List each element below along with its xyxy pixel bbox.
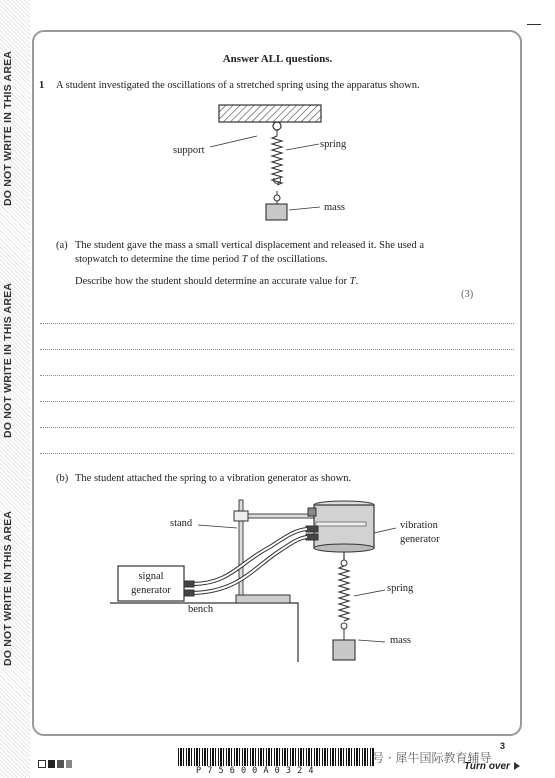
- answer-line[interactable]: [40, 375, 514, 376]
- label-mass-2: mass: [390, 635, 411, 646]
- label-vibration-1: vibration: [400, 520, 438, 531]
- spring-diagram: [160, 100, 380, 225]
- turn-over-text: Turn over: [464, 761, 510, 772]
- part-a-line1: The student gave the mass a small vertical displacement and released it. She used a: [75, 240, 425, 251]
- part-a-label: (a): [56, 240, 68, 251]
- stand-base: [236, 595, 290, 603]
- question-number: 1: [39, 80, 45, 91]
- question-intro: A student investigated the oscillations of a stretched spring using the apparatus shown.: [56, 80, 420, 91]
- label-support: support: [173, 145, 205, 156]
- margin-warning-top: DO NOT WRITE IN THIS AREA: [2, 50, 14, 206]
- answer-line[interactable]: [40, 427, 514, 428]
- part-b-text: The student attached the spring to a vibration generator as shown.: [75, 473, 352, 484]
- vibration-generator-body: [314, 505, 374, 548]
- mass-block-2: [333, 640, 355, 660]
- support-beam: [219, 105, 321, 122]
- label-spring-2: spring: [387, 583, 414, 594]
- margin-warning-middle: DO NOT WRITE IN THIS AREA: [2, 282, 14, 438]
- answer-line[interactable]: [40, 401, 514, 402]
- label-bench: bench: [188, 604, 214, 615]
- label-vibration-2: generator: [400, 534, 440, 545]
- part-a-describe: Describe how the student should determine an accurate value for T.: [75, 276, 359, 287]
- label-signal-1: signal: [138, 571, 164, 582]
- margin-warning-bottom: DO NOT WRITE IN THIS AREA: [2, 510, 14, 666]
- barcode: [178, 748, 374, 766]
- barcode-text: P 7 5 6 0 0 A 0 3 2 4: [196, 766, 314, 776]
- label-mass: mass: [324, 202, 345, 213]
- footer-marker: [38, 760, 72, 768]
- label-signal-2: generator: [131, 585, 171, 596]
- mass-block: [266, 204, 287, 220]
- stand-clamp: [234, 511, 248, 521]
- spring-coil: [272, 136, 282, 185]
- part-a-marks: (3): [461, 289, 474, 300]
- answer-line[interactable]: [40, 453, 514, 454]
- label-stand: stand: [170, 518, 193, 529]
- label-spring: spring: [320, 139, 347, 150]
- page-number: 3: [500, 741, 506, 751]
- part-b-label: (b): [56, 473, 69, 484]
- corner-tick: [527, 24, 541, 25]
- answer-line[interactable]: [40, 323, 514, 324]
- watermark: 号 · 犀牛国际教育辅导: [372, 751, 492, 765]
- instruction-heading: Answer ALL questions.: [222, 53, 333, 65]
- spring-coil-2: [339, 566, 349, 621]
- part-a-line2: stopwatch to determine the time period T of the oscillations.: [75, 254, 328, 265]
- answer-line[interactable]: [40, 349, 514, 350]
- turn-over-arrow-icon: [514, 762, 520, 770]
